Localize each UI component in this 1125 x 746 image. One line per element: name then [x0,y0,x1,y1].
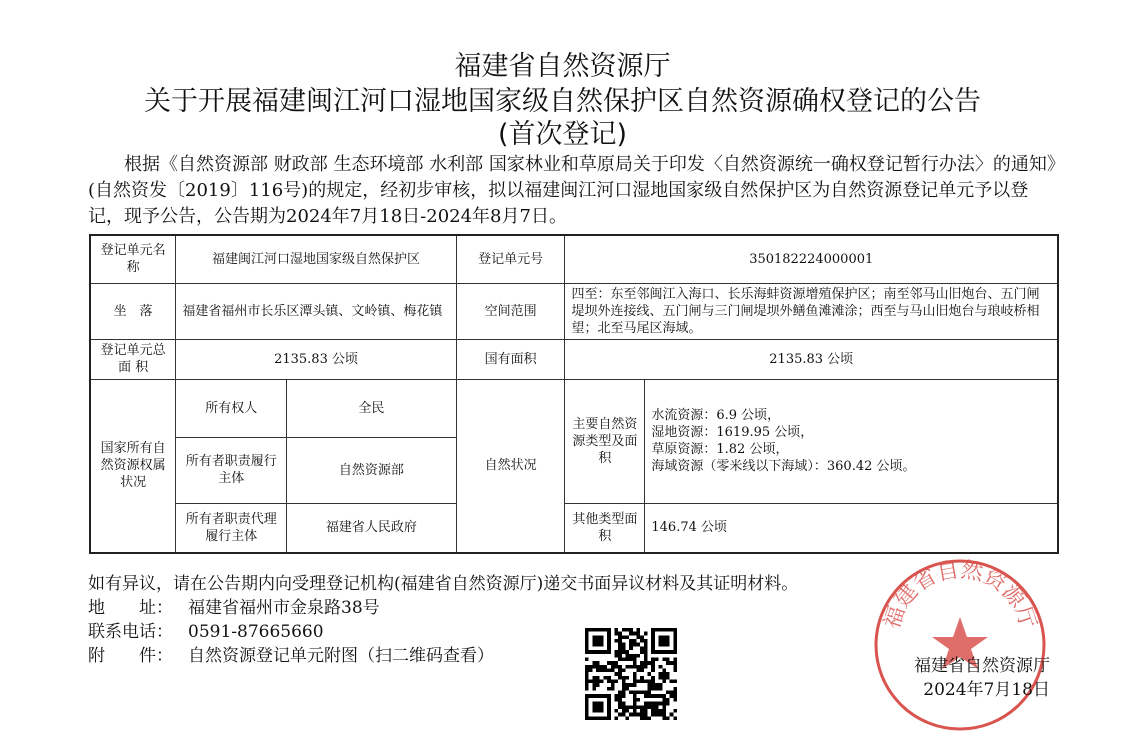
total-area-label: 登记单元总 面 积 [90,339,176,379]
owner-label: 所有权人 [176,379,287,437]
other-label: 其他类型面 积 [565,503,645,553]
address-value: 福建省福州市金泉路38号 [188,598,380,618]
main-type-line: 草原资源：1.82 公顷， [651,442,789,457]
unit-no-value: 350182224000001 [565,235,1058,283]
main-type-line: 海域资源（零米线以下海域）：360.42 公顷。 [651,459,916,474]
attachment-line [88,644,798,668]
proxy-label: 所有者职责代理履行主体 [176,503,287,553]
duty-value: 自然资源部 [287,437,457,503]
seal-text: 福建省自然资源厅 [879,557,1041,632]
ownership-label: 国家所有自然资源权属状况 [90,379,176,553]
proxy-value: 福建省人民政府 [287,503,457,553]
unit-no-label: 登记单元号 [456,235,565,283]
space-value: 四至：东至邻闽江入海口、长乐海蚌资源增殖保护区；南至邻马山旧炮台、五门闸堤坝外连接线、五门闸与三门闸堤坝外鳝鱼滩滩涂；西至与马山旧炮台与琅岐桥相望；北至马尾区海域。 [565,283,1058,339]
phone-line [88,620,798,644]
total-area-value: 2135.83 公顷 [176,339,456,379]
qr-code-icon[interactable] [585,628,677,720]
main-types-label: 主要自然资源类型及面积 [565,379,645,503]
address-line [88,596,798,620]
phone-label: 联系电话： [88,622,173,642]
title-sub: (首次登记) [497,119,628,150]
main-type-line: 湿地资源：1619.95 公顷， [651,425,814,440]
main-type-line: 水流资源：6.9 公顷， [651,408,781,423]
address-label: 地 址： [88,598,173,618]
objection-note: 如有异议，请在公告期内向受理登记机构(福建省自然资源厅)递交书面异议材料及其证明材料。 [88,574,799,594]
other-value: 146.74 公顷 [645,503,1058,553]
location-value: 福建省福州市长乐区潭头镇、文岭镇、梅花镇 [176,283,456,339]
duty-label: 所有者职责履行主体 [176,437,287,503]
official-seal [870,555,1050,735]
location-label: 坐 落 [90,283,176,339]
signature-block [870,654,1050,702]
state-area-value: 2135.83 公顷 [565,339,1058,379]
attachment-value: 自然资源登记单元附图（扫二维码查看） [188,646,494,666]
registration-table [89,234,1059,554]
state-area-label: 国有面积 [456,339,565,379]
title-issuer: 福建省自然资源厅 [454,51,671,82]
footer [88,572,798,668]
nature-label: 自然状况 [456,379,565,553]
unit-name-label: 登记单元名 称 [90,235,176,283]
phone-value: 0591-87665660 [188,622,324,642]
signature-date: 2024年7月18日 [923,680,1050,700]
owner-value: 全民 [287,379,457,437]
attachment-label: 附 件： [88,646,173,666]
signature-org: 福建省自然资源厅 [914,656,1050,676]
title-main: 关于开展福建闽江河口湿地国家级自然保护区自然资源确权登记的公告 [144,86,981,117]
unit-name-value: 福建闽江河口湿地国家级自然保护区 [176,235,456,283]
space-label: 空间范围 [456,283,565,339]
intro-paragraph: 根据《自然资源部 财政部 生态环境部 水利部 国家林业和草原局关于印发〈自然资源统一确权登记暂行办法〉的通知》(自然资发〔2019〕116号)的规定，经初步审核，拟以福建闽江河口湿地国家级自然保护区为自然资源登记单元予以登记，现予公告，公告期为2024年7月18日-2024年8月7日。 [88,154,1056,227]
main-types-value [645,379,1058,503]
